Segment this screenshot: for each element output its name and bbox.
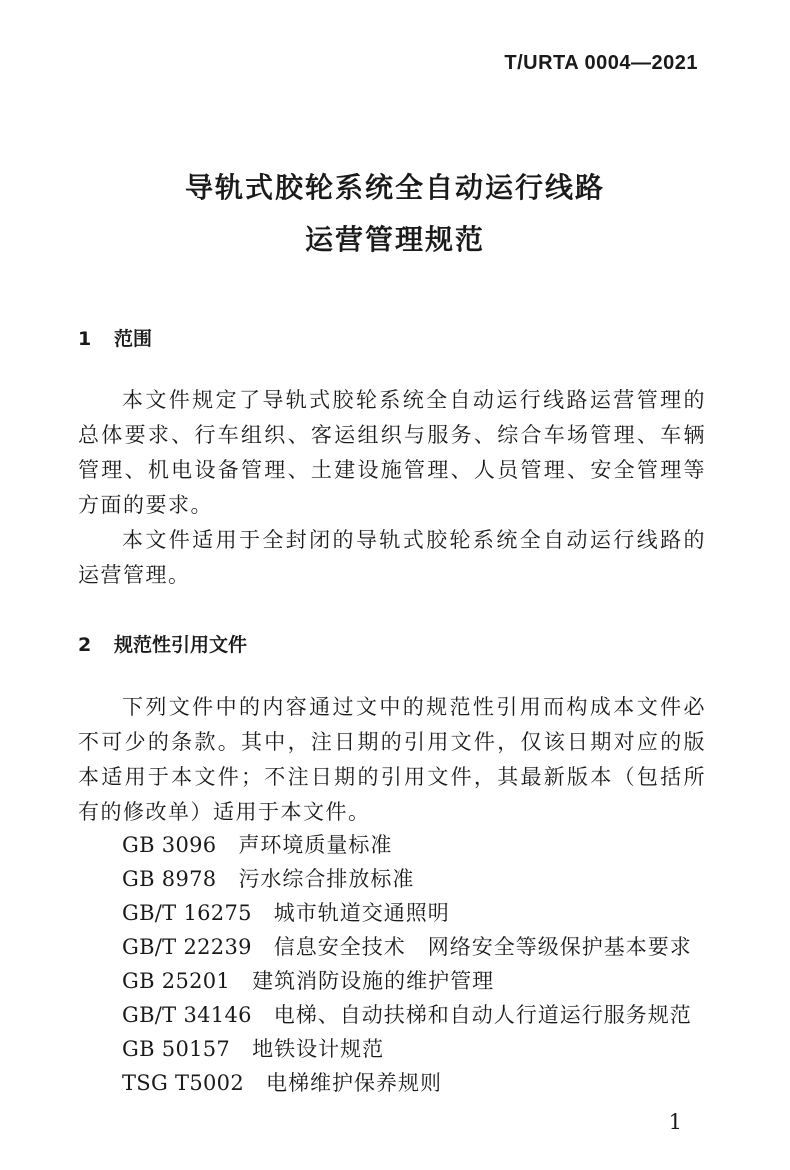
section-2-number: 2 xyxy=(78,634,92,656)
reference-item xyxy=(122,828,692,862)
reference-code: GB/T 22239 xyxy=(122,935,252,959)
section-2-paragraph-1: 下列文件中的内容通过文中的规范性引用而构成本文件必不可少的条款。其中，注日期的引用文件，仅该日期对应的版本适用于本文件；不注日期的引用文件，其最新版本（包括所有的修改单）适用于本文件。 xyxy=(78,695,706,824)
reference-item xyxy=(122,998,692,1032)
reference-title: 地铁设计规范 xyxy=(252,1037,385,1061)
reference-item xyxy=(122,964,692,998)
reference-title: 污水综合排放标准 xyxy=(238,867,415,891)
page-number: 1 xyxy=(668,1110,682,1134)
reference-code: GB 8978 xyxy=(122,867,217,891)
reference-code: GB 50157 xyxy=(122,1037,231,1061)
section-1-paragraph-1: 本文件规定了导轨式胶轮系统全自动运行线路运营管理的总体要求、行车组织、客运组织与服务、综合车场管理、车辆管理、机电设备管理、土建设施管理、人员管理、安全管理等方面的要求。 xyxy=(78,388,706,517)
section-1-title: 范围 xyxy=(114,328,153,350)
reference-item xyxy=(122,862,692,896)
document-title-line-2: 运营管理规范 xyxy=(304,223,485,256)
reference-title: 电梯维护保养规则 xyxy=(266,1071,442,1095)
reference-item xyxy=(122,1032,692,1066)
reference-code: GB 3096 xyxy=(122,833,217,857)
reference-code: GB/T 16275 xyxy=(122,901,252,925)
reference-item xyxy=(122,930,692,964)
standard-code: T/URTA 0004—2021 xyxy=(504,52,698,74)
reference-code: GB 25201 xyxy=(122,969,231,993)
reference-title: 建筑消防设施的维护管理 xyxy=(252,969,495,993)
reference-code: GB/T 34146 xyxy=(122,1003,252,1027)
section-1-number: 1 xyxy=(78,328,92,350)
reference-item xyxy=(122,896,692,930)
section-1-heading xyxy=(78,324,152,351)
section-2-heading xyxy=(78,630,247,657)
reference-title: 声环境质量标准 xyxy=(238,833,393,857)
reference-title: 城市轨道交通照明 xyxy=(273,901,450,925)
document-title xyxy=(0,162,790,266)
section-2-title: 规范性引用文件 xyxy=(114,634,248,656)
reference-title: 信息安全技术 网络安全等级保护基本要求 xyxy=(273,935,692,959)
section-1-paragraph-2: 本文件适用于全封闭的导轨式胶轮系统全自动运行线路的运营管理。 xyxy=(78,528,706,587)
document-title-line-1: 导轨式胶轮系统全自动运行线路 xyxy=(184,171,605,204)
reference-code: TSG T5002 xyxy=(122,1071,244,1095)
reference-list xyxy=(122,828,692,1100)
reference-title: 电梯、自动扶梯和自动人行道运行服务规范 xyxy=(273,1003,692,1027)
reference-item xyxy=(122,1066,692,1100)
